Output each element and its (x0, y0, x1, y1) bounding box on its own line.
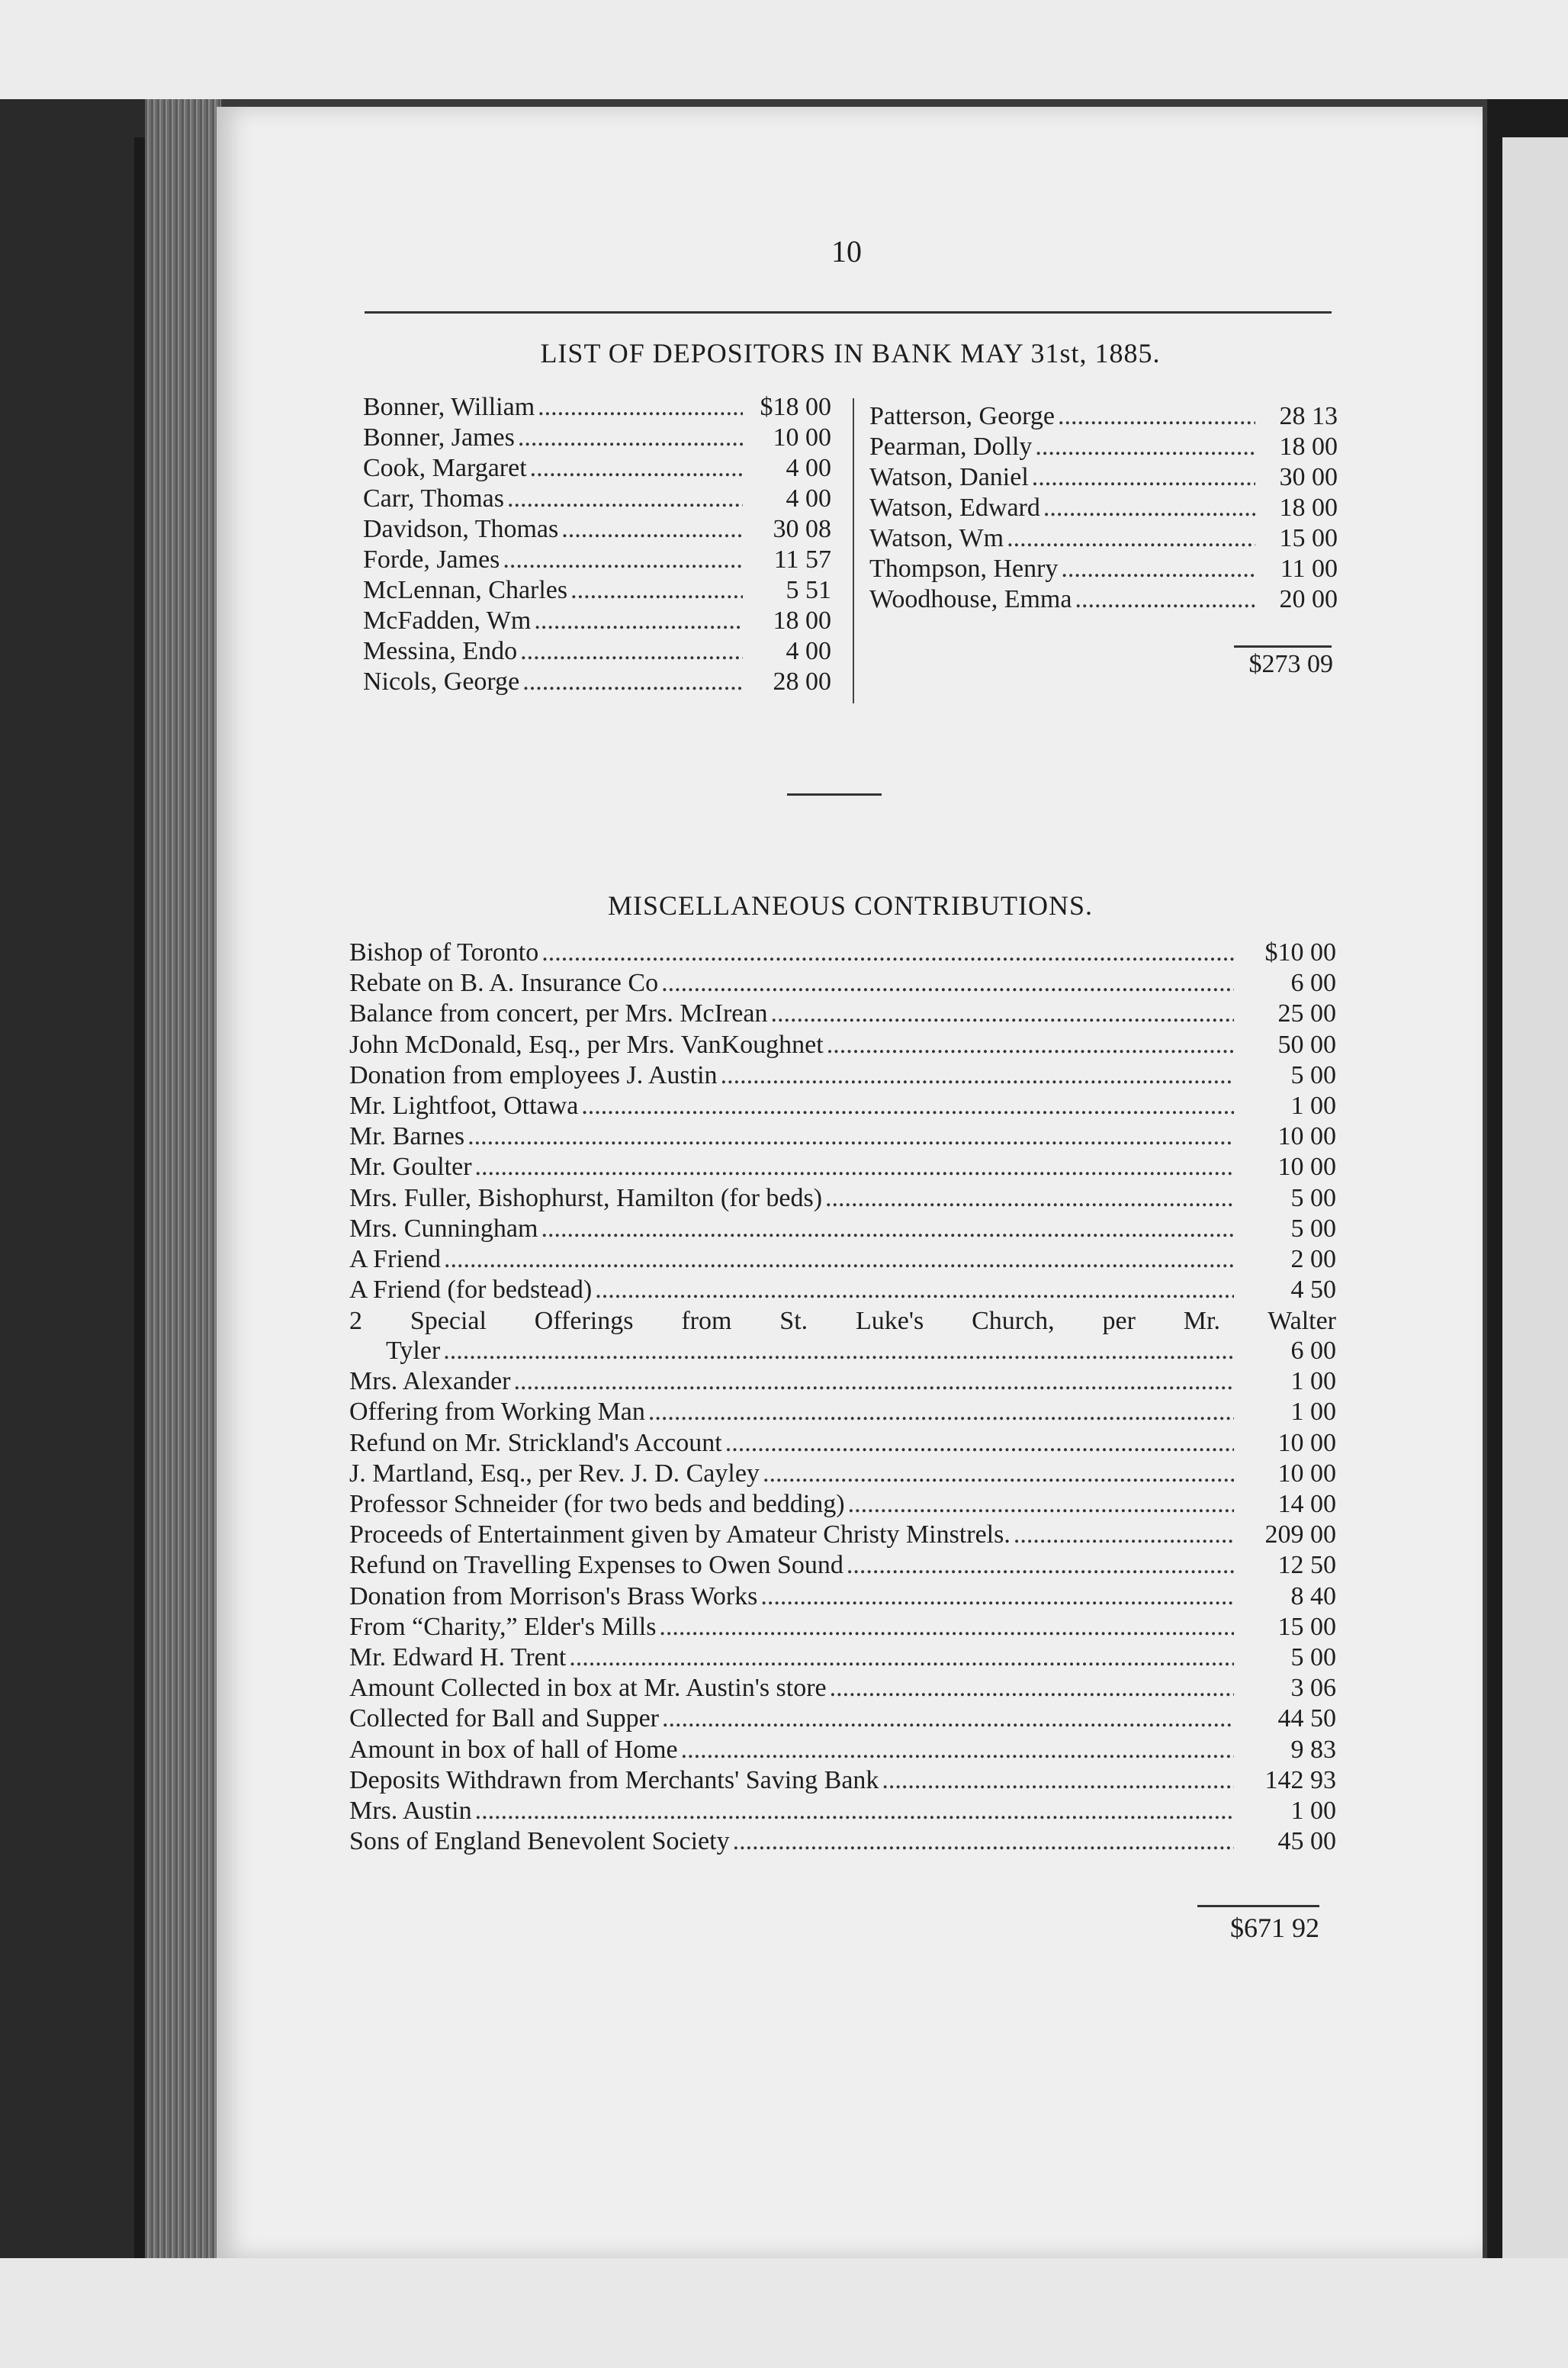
entry-name: Messina, Endo (363, 637, 518, 665)
entry-name: Forde, James (363, 545, 500, 574)
entry-name: Bishop of Toronto (349, 938, 539, 967)
entry-name: McFadden, Wm (363, 606, 532, 635)
page-number: 10 (831, 234, 862, 269)
entry-amount: 30 08 (773, 515, 831, 543)
list-item (349, 1613, 1336, 1643)
dot-leader (1014, 1520, 1234, 1549)
list-item (349, 1122, 1336, 1153)
entry-name: Nicols, George (363, 668, 520, 696)
dot-leader (503, 545, 743, 575)
section-divider (787, 793, 882, 796)
entry-name: Bonner, James (363, 423, 515, 452)
entry-amount: 1 00 (1290, 1398, 1336, 1427)
dot-leader (770, 999, 1234, 1028)
depositors-heading: LIST OF DEPOSITORS IN BANK MAY 31st, 1885. (540, 338, 1161, 368)
list-item (349, 1582, 1336, 1613)
entry-amount: 9 83 (1290, 1735, 1336, 1764)
entry-amount: $18 00 (760, 393, 831, 421)
dot-leader (662, 1704, 1234, 1733)
dot-leader (443, 1337, 1234, 1366)
entry-name: Rebate on B. A. Insurance Co (349, 969, 659, 998)
dot-leader (541, 1215, 1234, 1244)
entry-name: Deposits Withdrawn from Merchants' Saving Bank (349, 1765, 879, 1794)
list-item (363, 667, 831, 697)
list-item (869, 401, 1338, 432)
entry-amount: 10 00 (1277, 1459, 1336, 1488)
entry-amount: 5 00 (1290, 1642, 1336, 1671)
entry-amount: 6 00 (1290, 1337, 1336, 1366)
entry-name: Cook, Margaret (363, 454, 527, 482)
entry-name: Mr. Goulter (349, 1153, 472, 1182)
list-item (869, 523, 1338, 554)
list-item (869, 432, 1338, 462)
entry-name: Watson, Daniel (869, 463, 1029, 491)
dot-leader (648, 1398, 1234, 1427)
dot-leader (468, 1122, 1234, 1151)
entry-amount: 142 93 (1264, 1765, 1336, 1794)
dot-leader (1075, 584, 1255, 615)
entry-amount: 18 00 (1279, 494, 1338, 522)
entry-amount: 8 40 (1290, 1581, 1336, 1610)
dot-leader (681, 1736, 1234, 1765)
scan-bottom-margin (0, 2258, 1568, 2368)
list-item (869, 584, 1338, 615)
depositors-total: $273 09 (1248, 650, 1333, 678)
entry-name: Proceeds of Entertainment given by Amateur Christy Minstrels. (349, 1520, 1011, 1549)
list-item (349, 1459, 1336, 1490)
entry-name: Pearman, Dolly (869, 433, 1033, 461)
list-item (349, 1827, 1336, 1858)
entry-name: John McDonald, Esq., per Mrs. VanKoughnet (349, 1030, 824, 1059)
dot-leader (569, 1643, 1234, 1672)
entry-name: Amount Collected in box at Mr. Austin's store (349, 1674, 827, 1703)
dot-leader (760, 1582, 1234, 1611)
dot-leader (541, 938, 1234, 967)
scan-top-margin (0, 0, 1568, 99)
list-item (349, 1674, 1336, 1704)
dot-leader (825, 1184, 1234, 1213)
list-item (349, 1153, 1336, 1183)
entry-amount: 45 00 (1277, 1827, 1336, 1856)
list-item (349, 1520, 1336, 1551)
entry-amount: 14 00 (1277, 1490, 1336, 1518)
depositors-left-column (363, 392, 831, 697)
entry-name: Donation from Morrison's Brass Works (349, 1581, 758, 1610)
list-item (349, 1797, 1336, 1827)
entry-amount: 20 00 (1279, 585, 1338, 613)
entry-amount: 5 00 (1290, 1183, 1336, 1212)
dot-leader (1007, 523, 1255, 554)
entry-amount: 209 00 (1264, 1520, 1336, 1549)
entry-name: Watson, Edward (869, 494, 1040, 522)
misc-total: $671 92 (1230, 1913, 1319, 1943)
entry-amount: 18 00 (773, 606, 831, 635)
entry-name: J. Martland, Esq., per Rev. J. D. Cayley (349, 1459, 760, 1488)
list-item (349, 1643, 1336, 1674)
list-item (349, 999, 1336, 1030)
entry-amount: 15 00 (1279, 524, 1338, 552)
misc-heading: MISCELLANEOUS CONTRIBUTIONS. (607, 890, 1093, 921)
dot-leader (475, 1153, 1234, 1182)
entry-amount: 5 00 (1290, 1060, 1336, 1089)
list-item (349, 1215, 1336, 1245)
dot-leader (522, 667, 743, 697)
entry-name: 2 Special Offerings from St. Luke's Church, per Mr. Walter (349, 1307, 1336, 1336)
entry-name: Amount in box of hall of Home (349, 1735, 678, 1764)
entry-amount: 1 00 (1290, 1367, 1336, 1396)
entry-amount: 18 00 (1279, 433, 1338, 461)
list-item (349, 1736, 1336, 1766)
book-page-edges (145, 99, 221, 2258)
misc-total-rule (1197, 1905, 1319, 1907)
dot-leader (595, 1276, 1234, 1305)
entry-amount: 1 00 (1290, 1796, 1336, 1825)
list-item (363, 484, 831, 514)
list-item (349, 1704, 1336, 1735)
list-item (349, 938, 1336, 969)
dot-leader (530, 453, 743, 484)
entry-name: Professor Schneider (for two beds and bedding) (349, 1490, 845, 1518)
entry-name: Mrs. Cunningham (349, 1214, 538, 1243)
dot-leader (1035, 432, 1255, 462)
dot-leader (721, 1061, 1234, 1090)
entry-name: A Friend (for bedstead) (349, 1276, 593, 1305)
list-item (363, 606, 831, 636)
entry-name-continued: Tyler (386, 1337, 441, 1366)
list-item (349, 1367, 1336, 1398)
entry-name: Thompson, Henry (869, 555, 1059, 583)
misc-contributions-list (349, 938, 1336, 1858)
dot-leader (725, 1429, 1234, 1458)
entry-amount: 5 00 (1290, 1214, 1336, 1243)
dot-leader (882, 1766, 1234, 1795)
list-item (869, 554, 1338, 584)
depositors-right-column (869, 401, 1338, 615)
list-item (869, 493, 1338, 523)
entry-amount: 44 50 (1277, 1704, 1336, 1733)
dot-leader (661, 969, 1234, 998)
entry-amount: 12 50 (1277, 1551, 1336, 1580)
list-item (363, 575, 831, 606)
entry-amount: 10 00 (773, 423, 831, 452)
list-item (349, 1306, 1336, 1367)
entry-amount: 28 00 (773, 668, 831, 696)
entry-name: A Friend (349, 1244, 441, 1273)
entry-amount: 15 00 (1277, 1612, 1336, 1641)
dot-leader (659, 1613, 1234, 1642)
entry-name: Offering from Working Man (349, 1398, 645, 1427)
entry-name: Mr. Barnes (349, 1122, 465, 1151)
dot-leader (830, 1674, 1234, 1703)
dot-leader (847, 1551, 1234, 1580)
entry-amount: 4 00 (786, 454, 831, 482)
entry-amount: 4 00 (786, 637, 831, 665)
scan-left-margin (0, 99, 145, 2258)
dot-leader (475, 1797, 1234, 1826)
list-item (363, 545, 831, 575)
list-item (363, 636, 831, 667)
facing-page-edge (1502, 137, 1568, 2258)
list-item (363, 514, 831, 545)
list-item (349, 1092, 1336, 1122)
entry-amount: 5 51 (786, 576, 831, 604)
dot-leader (514, 1367, 1234, 1396)
entry-name: From “Charity,” Elder's Mills (349, 1612, 657, 1641)
entry-name: Balance from concert, per Mrs. McIrean (349, 999, 768, 1028)
entry-amount: 30 00 (1279, 463, 1338, 491)
entry-name: Woodhouse, Emma (869, 585, 1072, 613)
entry-amount: 11 57 (773, 545, 831, 574)
dot-leader (1061, 554, 1255, 584)
dot-leader (538, 392, 743, 423)
depositors-total-rule (1234, 645, 1332, 648)
entry-name: Sons of England Benevolent Society (349, 1827, 730, 1856)
dot-leader (581, 1092, 1234, 1121)
dot-leader (848, 1490, 1234, 1519)
entry-name: Mrs. Fuller, Bishophurst, Hamilton (for beds) (349, 1183, 823, 1212)
dot-leader (1043, 493, 1255, 523)
dot-leader (444, 1245, 1234, 1274)
dot-leader (1032, 462, 1255, 493)
dot-leader (570, 575, 743, 606)
entry-name: Patterson, George (869, 402, 1055, 430)
entry-amount: 4 50 (1290, 1276, 1336, 1305)
list-item (363, 453, 831, 484)
entry-amount: 2 00 (1290, 1244, 1336, 1273)
list-item (363, 423, 831, 453)
column-divider (853, 398, 854, 703)
entry-name: Davidson, Thomas (363, 515, 559, 543)
entry-amount: 50 00 (1277, 1030, 1336, 1059)
entry-amount: 6 00 (1290, 969, 1336, 998)
dot-leader (561, 514, 743, 545)
entry-amount: 1 00 (1290, 1091, 1336, 1120)
list-item (349, 1766, 1336, 1797)
list-item (869, 462, 1338, 493)
dot-leader (1058, 401, 1255, 432)
entry-name: Collected for Ball and Supper (349, 1704, 660, 1733)
list-item (349, 1245, 1336, 1276)
entry-amount: 10 00 (1277, 1428, 1336, 1457)
entry-name: Carr, Thomas (363, 484, 504, 513)
list-item (349, 1551, 1336, 1581)
list-item (349, 1061, 1336, 1092)
entry-name: Mr. Lightfoot, Ottawa (349, 1091, 579, 1120)
entry-name: Refund on Mr. Strickland's Account (349, 1428, 722, 1457)
list-item (349, 1429, 1336, 1459)
dot-leader (518, 423, 743, 453)
entry-name: Mr. Edward H. Trent (349, 1642, 567, 1671)
header-rule (365, 311, 1332, 314)
entry-name: Bonner, William (363, 393, 535, 421)
dot-leader (763, 1459, 1234, 1488)
entry-name: Mrs. Alexander (349, 1367, 511, 1396)
entry-amount: 4 00 (786, 484, 831, 513)
entry-amount: 25 00 (1277, 999, 1336, 1028)
entry-amount: 10 00 (1277, 1153, 1336, 1182)
list-item (363, 392, 831, 423)
list-item (349, 1184, 1336, 1215)
entry-name: Donation from employees J. Austin (349, 1060, 718, 1089)
entry-amount: $10 00 (1264, 938, 1336, 967)
dot-leader (520, 636, 743, 667)
list-item (349, 969, 1336, 999)
entry-amount: 3 06 (1290, 1674, 1336, 1703)
entry-name: Watson, Wm (869, 524, 1004, 552)
list-item (349, 1398, 1336, 1428)
dot-leader (827, 1031, 1234, 1060)
dot-leader (733, 1827, 1234, 1856)
list-item (349, 1276, 1336, 1306)
entry-amount: 28 13 (1279, 402, 1338, 430)
dot-leader (534, 606, 743, 636)
entry-name: Mrs. Austin (349, 1796, 472, 1825)
dot-leader (507, 484, 743, 514)
list-item (349, 1031, 1336, 1061)
entry-name: McLennan, Charles (363, 576, 568, 604)
entry-amount: 10 00 (1277, 1122, 1336, 1151)
entry-amount: 11 00 (1280, 555, 1338, 583)
entry-name: Refund on Travelling Expenses to Owen Sound (349, 1551, 843, 1580)
list-item (349, 1490, 1336, 1520)
